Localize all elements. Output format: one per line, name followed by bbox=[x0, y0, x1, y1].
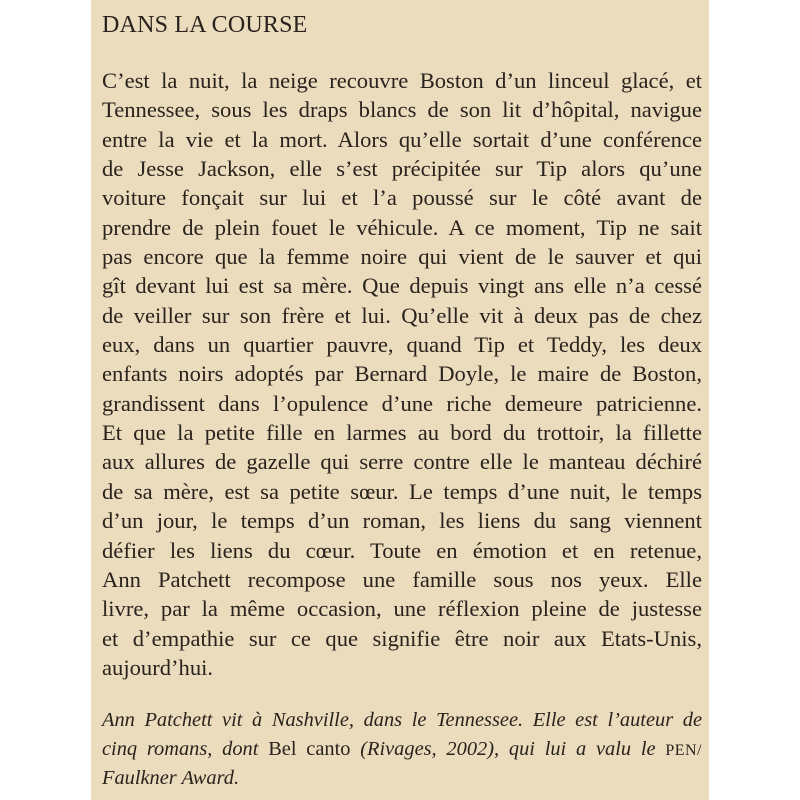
body-line: Et que la petite fille en larmes au bord du trottoir, la fillette bbox=[102, 420, 702, 446]
body-line: d’un jour, le temps d’un roman, les liens du sang viennent bbox=[102, 508, 702, 534]
body-line: Tennessee, sous les draps blancs de son lit d’hôpital, navigue bbox=[102, 97, 702, 123]
body-line: de Jesse Jackson, elle s’est précipitée sur Tip alors qu’une bbox=[102, 156, 702, 182]
body-line: aujourd’hui. bbox=[102, 654, 214, 680]
body-line: prendre de plein fouet le véhicule. A ce moment, Tip ne sait bbox=[102, 214, 702, 240]
body-line: défier les liens du cœur. Toute en émotion et en retenue, bbox=[102, 537, 702, 563]
body-line: aux allures de gazelle qui serre contre elle le manteau déchiré bbox=[102, 449, 702, 475]
body-line: entre la vie et la mort. Alors qu’elle sortait d’une conférence bbox=[102, 126, 702, 152]
body-line: enfants noirs adoptés par Bernard Doyle, le maire de Boston, bbox=[102, 361, 702, 387]
bio-line: Faulkner Award. bbox=[102, 767, 240, 789]
book-title: Bel canto bbox=[268, 738, 351, 760]
bio-line: Ann Patchett vit à Nashville, dans le Tennessee. Elle est l’auteur de bbox=[102, 709, 702, 731]
body-line: de veiller sur son frère et lui. Qu’elle vit à deux pas de chez bbox=[102, 302, 702, 328]
body-line: et d’empathie sur ce que signifie être noir aux Etats-Unis, bbox=[102, 625, 702, 651]
bio-text: (Rivages, 2002), qui lui a valu le bbox=[350, 738, 666, 760]
bio-text: cinq romans, dont bbox=[102, 738, 269, 760]
body-line: C’est la nuit, la neige recouvre Boston d’un linceul glacé, et bbox=[102, 68, 702, 93]
body-text bbox=[102, 66, 702, 682]
body-line: livre, par la même occasion, une réflexion pleine de justesse bbox=[102, 596, 702, 622]
body-line: de sa mère, est sa petite sœur. Le temps d’une nuit, le temps bbox=[102, 478, 702, 504]
award-abbrev: PEN/ bbox=[665, 742, 702, 759]
bio-line bbox=[102, 735, 702, 764]
author-bio bbox=[102, 706, 702, 793]
body-line: gît devant lui est sa mère. Que depuis vingt ans elle n’a cessé bbox=[102, 273, 702, 299]
page bbox=[91, 0, 709, 800]
body-line: grandissent dans l’opulence d’une riche demeure patricienne. bbox=[102, 390, 702, 416]
body-line: Ann Patchett recompose une famille sous nos yeux. Elle bbox=[102, 566, 702, 592]
body-line: pas encore que la femme noire qui vient de le sauver et qui bbox=[102, 244, 702, 270]
page-title: DANS LA COURSE bbox=[102, 12, 308, 38]
body-line: eux, dans un quartier pauvre, quand Tip et Teddy, les deux bbox=[102, 332, 702, 358]
body-line: voiture fonçait sur lui et l’a poussé sur le côté avant de bbox=[102, 185, 702, 211]
